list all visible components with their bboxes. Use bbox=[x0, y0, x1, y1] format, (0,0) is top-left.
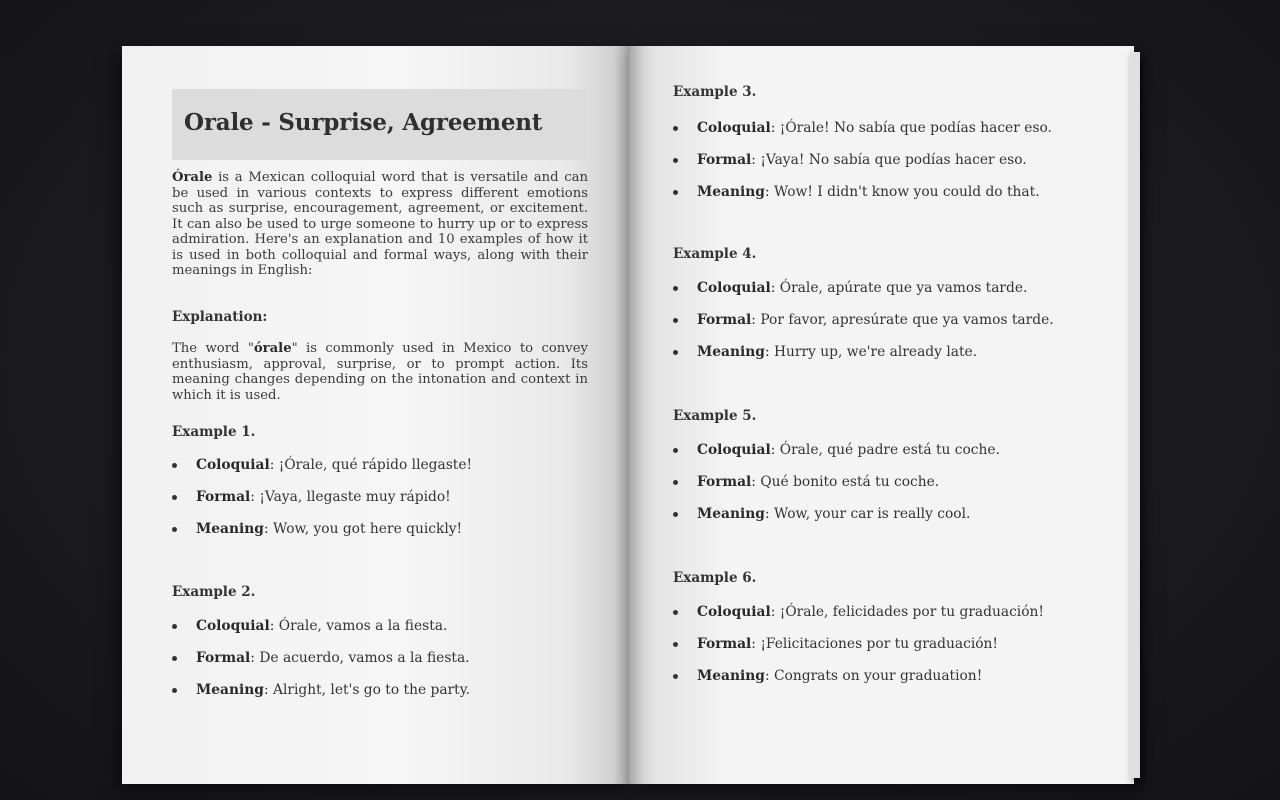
formal-text: : Qué bonito está tu coche. bbox=[751, 474, 940, 490]
example-6-list bbox=[673, 603, 1044, 699]
example-2-meaning bbox=[172, 681, 470, 713]
coloquial-label: Coloquial bbox=[697, 280, 771, 296]
meaning-label: Meaning bbox=[196, 682, 264, 698]
example-1-list bbox=[172, 456, 472, 552]
explanation-term: órale bbox=[253, 341, 292, 356]
meaning-text: : Hurry up, we're already late. bbox=[764, 344, 978, 360]
example-1-coloquial bbox=[172, 456, 472, 488]
formal-label: Formal bbox=[697, 636, 752, 652]
example-4-formal bbox=[673, 311, 1054, 343]
example-1-heading: Example 1. bbox=[172, 424, 256, 440]
formal-text: : ¡Vaya! No sabía que podías hacer eso. bbox=[751, 152, 1027, 168]
title-banner bbox=[172, 89, 587, 160]
formal-label: Formal bbox=[697, 152, 752, 168]
explanation-text-after: " is commonly used in Mexico to convey enthusiasm, approval, surprise, or to prompt action. Its meaning changes depending on the intonation and context in which it is used. bbox=[172, 341, 588, 403]
meaning-text: : Congrats on your graduation! bbox=[764, 668, 983, 684]
coloquial-label: Coloquial bbox=[697, 442, 771, 458]
coloquial-label: Coloquial bbox=[196, 618, 270, 634]
formal-label: Formal bbox=[196, 650, 251, 666]
coloquial-label: Coloquial bbox=[697, 604, 771, 620]
meaning-label: Meaning bbox=[697, 344, 765, 360]
meaning-text: : Wow! I didn't know you could do that. bbox=[764, 184, 1040, 200]
example-5-formal bbox=[673, 473, 1000, 505]
meaning-label: Meaning bbox=[697, 668, 765, 684]
coloquial-label: Coloquial bbox=[196, 457, 270, 473]
meaning-text: : Alright, let's go to the party. bbox=[263, 682, 471, 698]
coloquial-text: : ¡Órale, qué rápido llegaste! bbox=[269, 457, 473, 473]
coloquial-text: : Órale, vamos a la fiesta. bbox=[269, 618, 448, 634]
example-5-list bbox=[673, 441, 1000, 537]
formal-text: : ¡Felicitaciones por tu graduación! bbox=[751, 636, 998, 652]
example-3-coloquial bbox=[673, 119, 1052, 151]
page-edge-stack bbox=[1130, 52, 1140, 778]
example-3-formal bbox=[673, 151, 1052, 183]
open-booklet bbox=[122, 46, 1140, 784]
meaning-text: : Wow, your car is really cool. bbox=[764, 506, 971, 522]
example-6-coloquial bbox=[673, 603, 1044, 635]
example-6-meaning bbox=[673, 667, 1044, 699]
meaning-label: Meaning bbox=[697, 184, 765, 200]
example-3-meaning bbox=[673, 183, 1052, 215]
coloquial-text: : Órale, apúrate que ya vamos tarde. bbox=[770, 280, 1028, 296]
formal-label: Formal bbox=[697, 474, 752, 490]
example-6-formal bbox=[673, 635, 1044, 667]
intro-paragraph bbox=[172, 170, 588, 279]
intro-text: is a Mexican colloquial word that is versatile and can be used in various contexts to express different emotions such as surprise, encouragement, agreement, or excitement. It can also be used to urge someone to hurry up or to express admiration. Here's an explanation and 10 examples of how it is used in both colloquial and formal ways, along with their meanings in English: bbox=[172, 170, 588, 278]
meaning-text: : Wow, you got here quickly! bbox=[263, 521, 463, 537]
example-4-meaning bbox=[673, 343, 1054, 375]
example-3-list bbox=[673, 119, 1052, 215]
example-4-coloquial bbox=[673, 279, 1054, 311]
formal-label: Formal bbox=[697, 312, 752, 328]
explanation-text-before: The word " bbox=[172, 341, 254, 356]
explanation-paragraph bbox=[172, 341, 588, 403]
page-title: Orale - Surprise, Agreement bbox=[184, 109, 543, 136]
coloquial-text: : ¡Órale, felicidades por tu graduación! bbox=[770, 604, 1044, 620]
formal-text: : ¡Vaya, llegaste muy rápido! bbox=[250, 489, 451, 505]
example-3-heading: Example 3. bbox=[673, 84, 757, 100]
explanation-heading: Explanation: bbox=[172, 309, 268, 325]
coloquial-label: Coloquial bbox=[697, 120, 771, 136]
right-page bbox=[628, 46, 1134, 784]
example-5-meaning bbox=[673, 505, 1000, 537]
left-page bbox=[122, 46, 628, 784]
meaning-label: Meaning bbox=[196, 521, 264, 537]
example-2-heading: Example 2. bbox=[172, 584, 256, 600]
coloquial-text: : Órale, qué padre está tu coche. bbox=[770, 442, 1000, 458]
coloquial-text: : ¡Órale! No sabía que podías hacer eso. bbox=[770, 120, 1052, 136]
example-4-list bbox=[673, 279, 1054, 375]
example-2-coloquial bbox=[172, 617, 470, 649]
intro-term: Órale bbox=[172, 170, 213, 185]
example-1-formal bbox=[172, 488, 472, 520]
example-2-list bbox=[172, 617, 470, 713]
formal-text: : De acuerdo, vamos a la fiesta. bbox=[250, 650, 470, 666]
example-5-coloquial bbox=[673, 441, 1000, 473]
example-6-heading: Example 6. bbox=[673, 570, 757, 586]
example-4-heading: Example 4. bbox=[673, 246, 757, 262]
example-2-formal bbox=[172, 649, 470, 681]
formal-label: Formal bbox=[196, 489, 251, 505]
example-5-heading: Example 5. bbox=[673, 408, 757, 424]
example-1-meaning bbox=[172, 520, 472, 552]
formal-text: : Por favor, apresúrate que ya vamos tarde. bbox=[751, 312, 1054, 328]
meaning-label: Meaning bbox=[697, 506, 765, 522]
